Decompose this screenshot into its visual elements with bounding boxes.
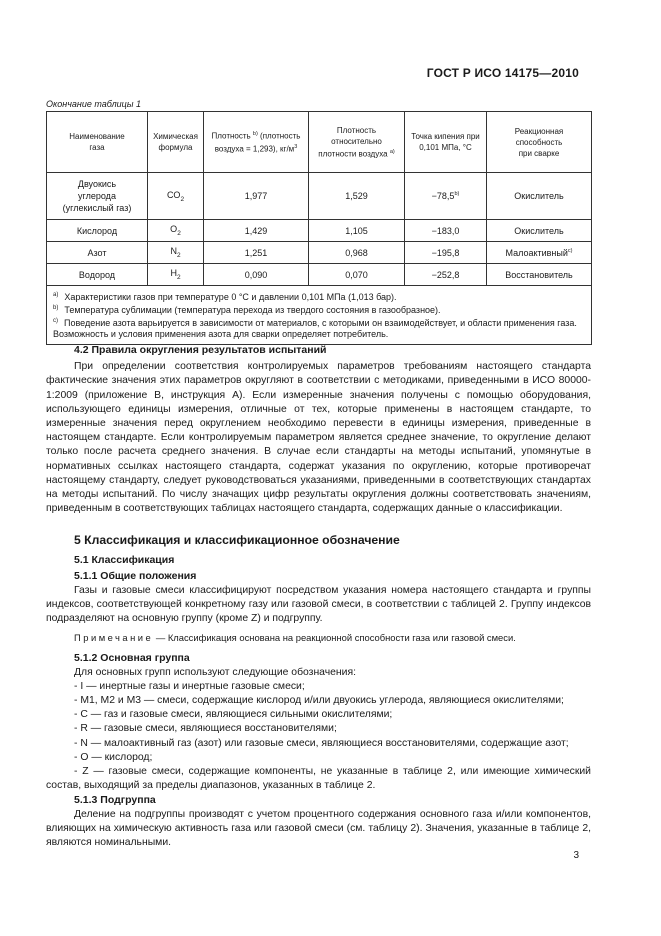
cell-reactivity: Окислитель bbox=[487, 173, 592, 220]
cell-name: Азот bbox=[47, 242, 148, 264]
cell-formula: $H_2$ bbox=[148, 264, 204, 286]
list-item: - I — инертные газы и инертные газовые смеси; bbox=[74, 680, 305, 692]
table-footnotes-row bbox=[47, 286, 592, 345]
cell-formula: $CO_2$ bbox=[148, 173, 204, 220]
cell-formula: $N_2$ bbox=[148, 242, 204, 264]
column-header-name: Наименование газа bbox=[47, 112, 148, 173]
column-header-relative: Плотность относительно плотности воздуха $^{a)}$ bbox=[309, 112, 405, 173]
cell-reactivity: Малоактивный$^{с)}$ bbox=[487, 242, 592, 264]
list-item: - О — кислород; bbox=[74, 751, 153, 763]
cell-density: 1,977 bbox=[204, 173, 309, 220]
cell-reactivity: Восстановитель bbox=[487, 264, 592, 286]
cell-boiling: −183,0 bbox=[405, 220, 487, 242]
footnote: $^{a)}$ Характеристики газов при температуре 0 °С и давлении 0,101 МПа (1,013 бар). bbox=[53, 292, 397, 302]
gas-table-wrapper bbox=[46, 111, 591, 345]
column-header-formula: Химическая формула bbox=[148, 112, 204, 173]
cell-boiling: −195,8 bbox=[405, 242, 487, 264]
gas-properties-table bbox=[46, 111, 592, 345]
section-5-1-2-intro: Для основных групп используют следующие обозначения: bbox=[74, 666, 356, 678]
list-item: - R — газовые смеси, являющиеся восстановителями; bbox=[74, 723, 337, 735]
page-number: 3 bbox=[573, 850, 579, 861]
section-5 bbox=[46, 533, 591, 850]
cell-reactivity: Окислитель bbox=[487, 220, 592, 242]
classification-note bbox=[46, 631, 591, 645]
cell-boiling: −252,8 bbox=[405, 264, 487, 286]
section-5-1-heading: 5.1 Классификация bbox=[74, 554, 175, 567]
cell-name: Водород bbox=[47, 264, 148, 286]
table-row bbox=[47, 173, 592, 220]
section-5-1-1-heading: 5.1.1 Общие положения bbox=[74, 570, 197, 583]
cell-density: 1,251 bbox=[204, 242, 309, 264]
column-header-boiling: Точка кипения при 0,101 МПа, °С bbox=[405, 112, 487, 173]
list-item: - M1, M2 и M3 — смеси, содержащие кислород и/или двуокись углерода, являющиеся окислителями; bbox=[74, 695, 564, 707]
section-5-1-3-heading: 5.1.3 Подгруппа bbox=[74, 794, 156, 807]
table-row bbox=[47, 264, 592, 286]
cell-density: 0,090 bbox=[204, 264, 309, 286]
footnote: $^{b)}$ Температура сублимации (температура перехода из твердого состояния в газообразное). bbox=[53, 305, 441, 315]
table-caption: Окончание таблицы 1 bbox=[46, 99, 141, 109]
section-5-1-1-paragraph: Газы и газовые смеси классифицируют посредством указания номера настоящего стандарта и группы индексов, соответствующей конкретному газу или газовой смеси, в соответствии с таблицей 2. Группу индексов подразделяют на основную группу (кроме Z) и подгруппу. bbox=[46, 584, 591, 625]
table-footnotes bbox=[47, 286, 592, 345]
list-item: - N — малоактивный газ (азот) или газовые смеси, являющиеся восстановителями, содержащие азот; bbox=[74, 737, 569, 749]
section-4-2 bbox=[46, 343, 591, 516]
section-4-2-paragraph: При определении соответствия контролируемых параметров требованиям настоящего стандарта фактические значения этих параметров округляют в соответствии с методиками, приведенными в ИСО 80000-1:2009 (приложение В, инструкция А). Если измеренные значения получены с помощью оборудования, использующего единицы измерения, отличные от тех, которые применены в настоящем стандарте, то измеренные значения перед округлением необходимо перевести в единицы измерения, приведенные в настоящем стандарте. Если контролируемым параметром является среднее значение, то округление делают только после расчета среднего значения. В случае если стандарты на методы испытаний, упомянутые в нормативных ссылках настоящего стандарта, содержат указания по округлению, которые противоречат настоящему стандарту, следует руководствоваться указаниями, приведенными в соответствующих стандартах на методы испытаний. По числу значащих цифр результаты округления должны соответствовать значениям, приведенным в соответствующих таблицах настоящего стандарта, содержащих данные о классификации. bbox=[46, 361, 591, 515]
section-5-1-2-heading: 5.1.2 Основная группа bbox=[74, 652, 190, 665]
table-row bbox=[47, 220, 592, 242]
table-row bbox=[47, 242, 592, 264]
column-header-density: Плотность $^{b)}$ (плотность воздуха = 1,293), $кг/м^3$ bbox=[204, 112, 309, 173]
cell-formula: $O_2$ bbox=[148, 220, 204, 242]
note-text: — Классификация основана на реакционной способности газа или газовой смеси. bbox=[153, 632, 516, 644]
cell-relative: 0,968 bbox=[309, 242, 405, 264]
section-5-1-3-paragraph: Деление на подгруппы производят с учетом процентного содержания основного газа и/или компонентов, влияющих на химическую активность газа или газовой смеси (см. таблицу 2). Значения, указанные в таблице 2, являются номинальными. bbox=[46, 808, 591, 849]
cell-name: Двуокись углерода (углекислый газ) bbox=[47, 173, 148, 220]
cell-name: Кислород bbox=[47, 220, 148, 242]
standard-header: ГОСТ Р ИСО 14175—2010 bbox=[426, 66, 579, 80]
list-item: - С — газ и газовые смеси, являющиеся сильными окислителями; bbox=[74, 709, 393, 721]
footnote: $^{с)}$ Поведение азота варьируется в зависимости от материалов, с которыми он взаимодействует, и области применения газа. Возможность и условия применения азота для сварки определяет потребитель. bbox=[53, 318, 577, 339]
list-item: - Z — газовые смеси, содержащие компоненты, не указанные в таблице 2, или имеющие химический состав, выходящий за пределы диапазонов, указанных в таблице 2. bbox=[46, 766, 591, 792]
note-label: Примечание bbox=[74, 632, 154, 644]
cell-relative: 1,105 bbox=[309, 220, 405, 242]
cell-relative: 0,070 bbox=[309, 264, 405, 286]
cell-density: 1,429 bbox=[204, 220, 309, 242]
cell-relative: 1,529 bbox=[309, 173, 405, 220]
cell-boiling: $-78,5^{b)}$ bbox=[405, 173, 487, 220]
section-4-2-heading: 4.2 Правила округления результатов испытаний bbox=[74, 344, 327, 356]
section-5-heading: 5 Классификация и классификационное обозначение bbox=[74, 533, 400, 547]
column-header-reactivity: Реакционная способность при сварке bbox=[487, 112, 592, 173]
